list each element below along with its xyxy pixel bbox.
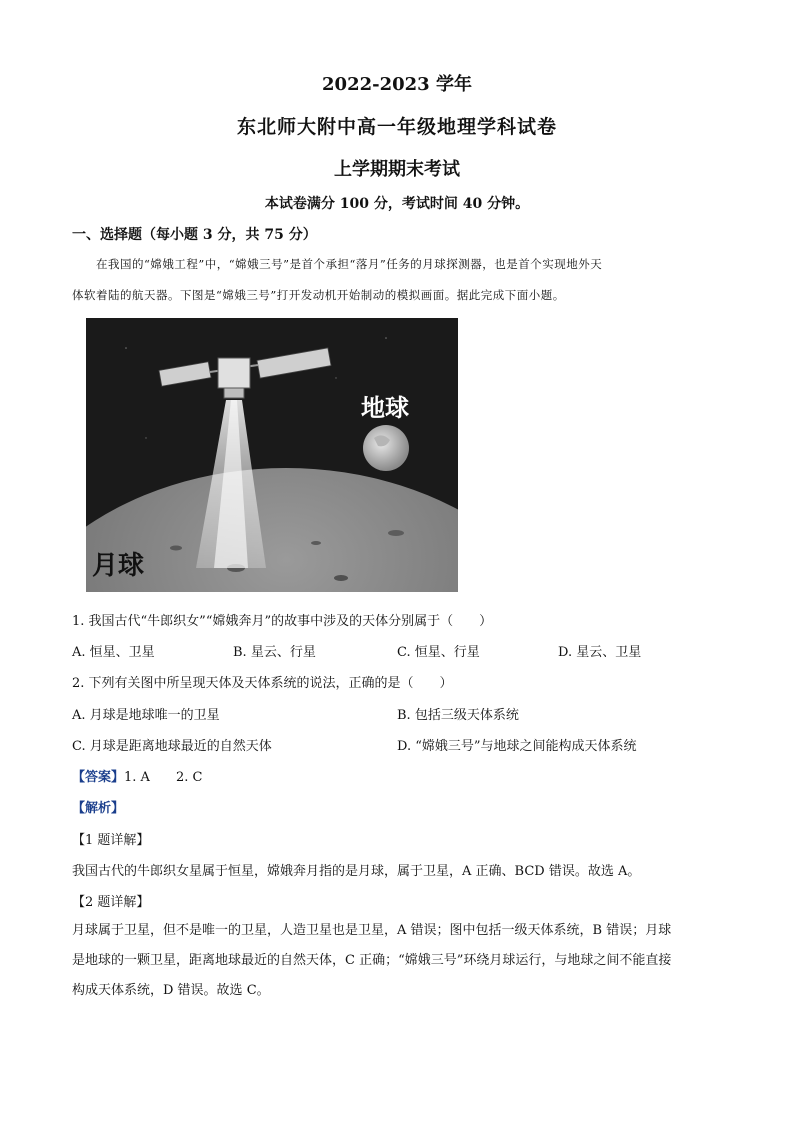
- q2-option-b: B. 包括三级天体系统: [397, 708, 519, 723]
- detail-2-text: [72, 916, 722, 1006]
- exam-title: 东北师大附中高一年级地理学科试卷: [236, 116, 557, 138]
- q1-option-b: B. 星云、行星: [233, 645, 316, 660]
- q1-option-c: C. 恒星、行星: [397, 645, 480, 660]
- exam-year: 2022-2023 学年: [322, 74, 472, 95]
- exam-info: 本试卷满分 100 分，考试时间 40 分钟。: [264, 196, 530, 212]
- question-intro: [72, 249, 728, 311]
- answer-text: 1. A 2. C: [124, 770, 203, 785]
- intro-line-2: 体软着陆的航天器。下图是“嫦娥三号”打开发动机开始制动的模拟画面。据此完成下面小题。: [72, 288, 565, 302]
- q2-option-c: C. 月球是距离地球最近的自然天体: [72, 739, 272, 754]
- q2-option-d: D. “嫦娥三号”与地球之间能构成天体系统: [397, 739, 637, 754]
- chang-e-figure: [86, 318, 458, 592]
- earth-label: 地球: [361, 394, 409, 422]
- moon-label: 月球: [92, 551, 145, 581]
- detail-1-text: 我国古代的牛郎织女星属于恒星，嫦娥奔月指的是月球，属于卫星，A 正确、BCD 错误。故选 A。: [72, 864, 641, 879]
- exam-subtitle: 上学期期末考试: [334, 159, 460, 180]
- answer-line: [72, 766, 202, 785]
- q1-option-a: A. 恒星、卫星: [72, 645, 155, 660]
- question-1-stem: 1. 我国古代“牛郎织女”“嫦娥奔月”的故事中涉及的天体分别属于（ ）: [72, 614, 493, 629]
- intro-line-1: 在我国的“嫦娥工程”中，“嫦娥三号”是首个承担“落月”任务的月球探测器，也是首个实现地外天: [96, 257, 603, 271]
- question-2-stem: 2. 下列有关图中所呈现天体及天体系统的说法，正确的是（ ）: [72, 676, 453, 691]
- section-title: 一、选择题（每小题 3 分，共 75 分）: [72, 227, 317, 243]
- detail-1-label: 【1 题详解】: [72, 833, 150, 848]
- analysis-label: 【解析】: [72, 801, 125, 816]
- chang-e-illustration: [86, 318, 458, 592]
- detail-2-line-2: 是地球的一颗卫星，距离地球最近的自然天体，C 正确；“嫦娥三号”环绕月球运行，与地球之间不能直接: [72, 953, 672, 968]
- q2-option-a: A. 月球是地球唯一的卫星: [72, 708, 220, 723]
- detail-2-label: 【2 题详解】: [72, 895, 150, 910]
- detail-2-line-3: 构成天体系统，D 错误。故选 C。: [72, 983, 270, 998]
- q1-option-d: D. 星云、卫星: [558, 645, 642, 660]
- answer-label: 【答案】: [72, 770, 125, 785]
- detail-2-line-1: 月球属于卫星，但不是唯一的卫星，人造卫星也是卫星，A 错误；图中包括一级天体系统，B 错误；月球: [72, 923, 672, 938]
- earth-globe: [363, 425, 409, 471]
